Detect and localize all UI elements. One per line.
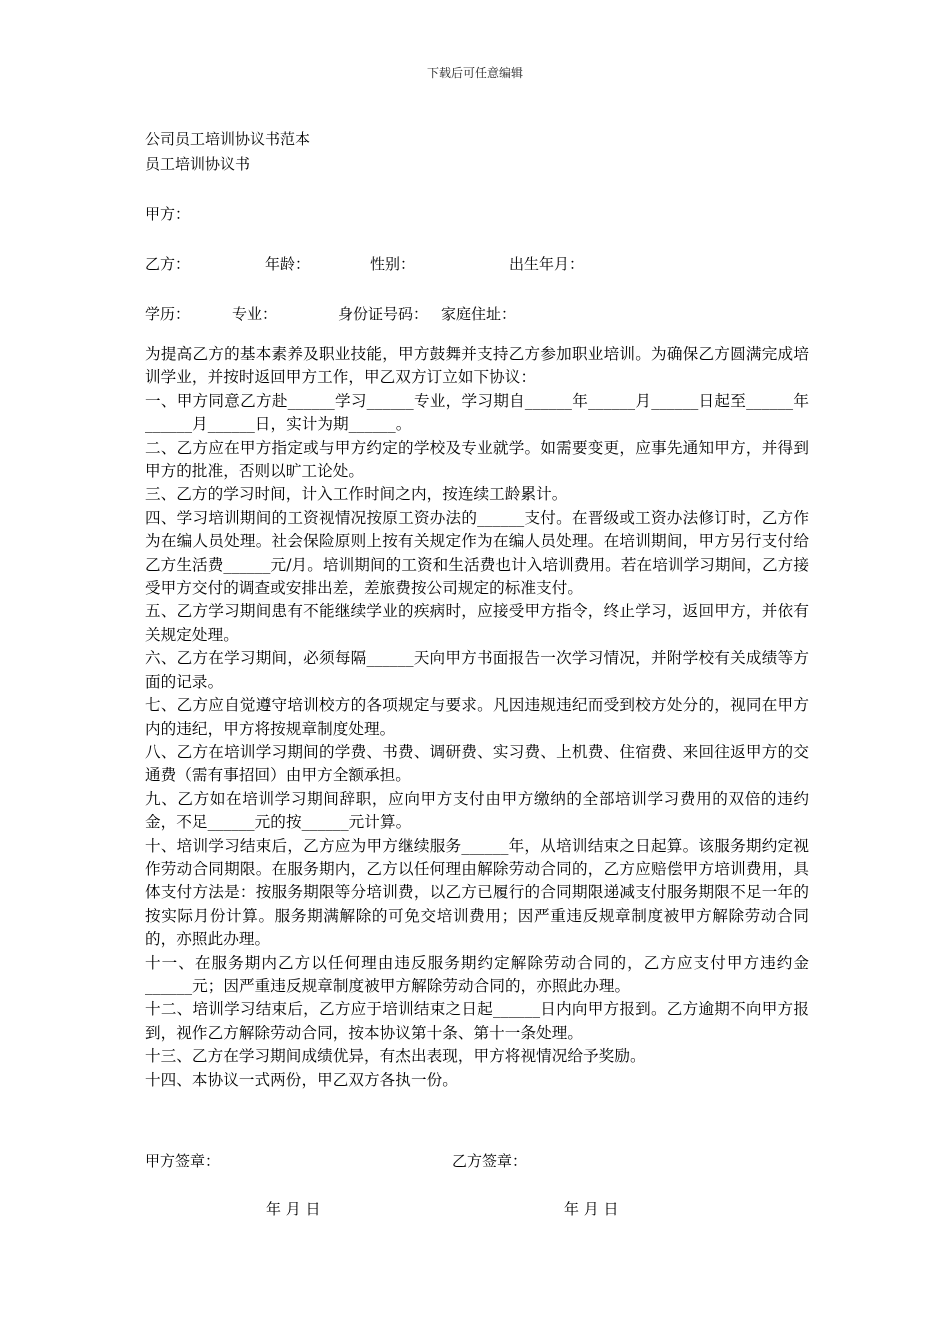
- clause-8: 八、乙方在培训学习期间的学费、书费、调研费、实习费、上机费、住宿费、来回往返甲方的交通费（需有事招回）由甲方全额承担。: [145, 742, 809, 785]
- clause-9: 九、乙方如在培训学习期间辞职，应向甲方支付由甲方缴纳的全部培训学习费用的双倍的违约金，不足______元的按______元计算。: [145, 789, 809, 832]
- document-subtitle: 员工培训协议书: [145, 155, 251, 173]
- age-label: 年龄：: [265, 255, 311, 273]
- clause-7: 七、乙方应自觉遵守培训校方的各项规定与要求。凡因违规违纪而受到校方处分的，视同在甲方内的违纪，甲方将按规章制度处理。: [145, 696, 809, 738]
- intro-paragraph: 为提高乙方的基本素养及职业技能，甲方鼓舞并支持乙方参加职业培训。为确保乙方圆满完成培训学业，并按时返回甲方工作，甲乙双方订立如下协议：: [145, 345, 809, 387]
- party-b-signature-label: 乙方签章：: [452, 1152, 528, 1170]
- party-a-date: 年 月 日: [266, 1200, 321, 1218]
- clause-10: 十、培训学习结束后，乙方应为甲方继续服务______年，从培训结束之日起算。该服务期约定视作劳动合同期限。在服务期内，乙方以任何理由解除劳动合同的，乙方应赔偿甲方培训费用，具体支付方法是：按服务期限等分培训费，以乙方已履行的合同期限递减支付服务期限不足一年的按实际月份计算。服务期满解除的可免交培训费用；因严重违反规章制度被甲方解除劳动合同的，亦照此办理。: [145, 836, 809, 949]
- clause-12: 十二、培训学习结束后，乙方应于培训结束之日起______日内向甲方报到。乙方逾期不向甲方报到，视作乙方解除劳动合同，按本协议第十条、第十一条处理。: [145, 1000, 810, 1042]
- party-b-label: 乙方：: [145, 255, 191, 273]
- address-label: 家庭住址：: [441, 305, 517, 323]
- clause-4: 四、学习培训期间的工资视情况按原工资办法的______支付。在晋级或工资办法修订时，乙方作为在编人员处理。社会保险原则上按有关规定作为在编人员处理。在培训期间，甲方另行支付给乙方生活费______元/月。培训期间的工资和生活费也计入培训费用。若在培训学习期间，乙方接受甲方交付的调查或安排出差，差旅费按公司规定的标准支付。: [145, 508, 810, 598]
- clause-14: 十四、本协议一式两份，甲乙双方各执一份。: [145, 1070, 458, 1089]
- clause-13: 十三、乙方在学习期间成绩优异，有杰出表现，甲方将视情况给予奖励。: [145, 1047, 646, 1066]
- party-b-date: 年 月 日: [564, 1200, 619, 1218]
- clause-5: 五、乙方学习期间患有不能继续学业的疾病时，应接受甲方指令，终止学习，返回甲方，并依有关规定处理。: [145, 602, 809, 644]
- agreement-body: [145, 343, 809, 1092]
- education-label: 学历：: [145, 305, 191, 323]
- document-title: 公司员工培训协议书范本: [145, 130, 311, 148]
- clause-6: 六、乙方在学习期间，必须每隔______天向甲方书面报告一次学习情况，并附学校有关成绩等方面的记录。: [145, 649, 810, 691]
- major-label: 专业：: [232, 305, 278, 323]
- gender-label: 性别：: [370, 255, 416, 273]
- clause-11: 十一、在服务期内乙方以任何理由违反服务期约定解除劳动合同的，乙方应支付甲方违约金______元；因严重违反规章制度被甲方解除劳动合同的，亦照此办理。: [145, 953, 809, 995]
- party-a-label: 甲方：: [145, 205, 191, 223]
- page-header-note: 下载后可任意编辑: [426, 66, 523, 80]
- clause-2: 二、乙方应在甲方指定或与甲方约定的学校及专业就学。如需要变更，应事先通知甲方，并得到甲方的批准，否则以旷工论处。: [145, 438, 809, 481]
- party-a-signature-label: 甲方签章：: [145, 1152, 221, 1170]
- clause-3: 三、乙方的学习时间，计入工作时间之内，按连续工龄累计。: [145, 485, 568, 504]
- id-number-label: 身份证号码：: [338, 305, 429, 323]
- clause-1: 一、甲方同意乙方赴______学习______专业，学习期自______年______月______日起至______年______月______日，实计为期______。: [145, 391, 809, 434]
- birth-label: 出生年月：: [509, 255, 585, 273]
